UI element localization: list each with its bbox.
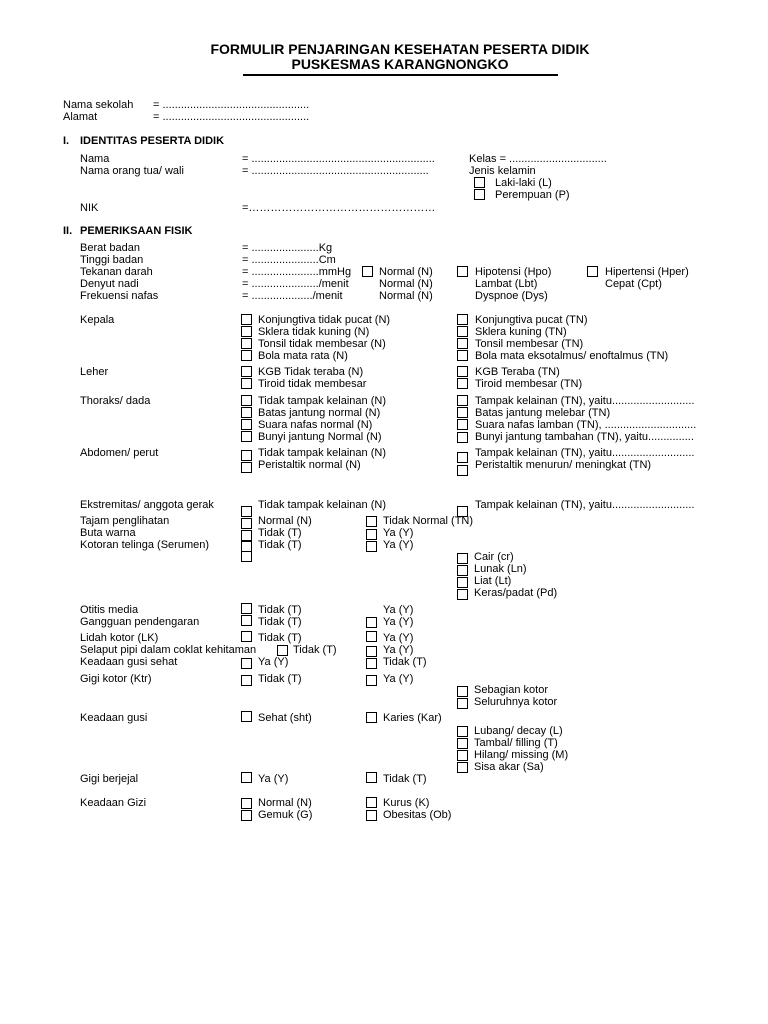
hipotensi-label: Hipotensi (Hpo) [475, 266, 552, 278]
thoraks-n3-checkbox[interactable] [241, 419, 252, 430]
tajam-tidak-normal-label: Tidak Normal (TN) [383, 515, 474, 527]
leher-n2-checkbox[interactable] [241, 378, 252, 389]
gizi-label: Keadaan Gizi [80, 797, 147, 809]
tinggi-field[interactable]: = ......................Cm [242, 254, 336, 266]
tambal-label: Tambal/ filling (T) [474, 737, 558, 749]
berat-field[interactable]: = ......................Kg [242, 242, 333, 254]
tajam-normal-checkbox[interactable] [241, 518, 252, 529]
abdomen-t2-checkbox[interactable] [457, 465, 468, 476]
selaput-label: Selaput pipi dalam coklat kehitaman [80, 644, 257, 656]
nadi-label: Denyut nadi [80, 278, 139, 290]
gigi-berjejal-ya-label: Ya (Y) [258, 773, 289, 785]
otitis-tidak-label: Tidak (T) [258, 604, 302, 616]
tajam-normal-label: Normal (N) [258, 515, 312, 527]
tekanan-field[interactable]: = ......................mmHg [242, 266, 352, 278]
nama-label: Nama [80, 153, 110, 165]
nama-sekolah-field[interactable]: = ................................................ [153, 99, 310, 111]
thoraks-n4-checkbox[interactable] [241, 431, 252, 442]
leher-n1-label: KGB Tidak teraba (N) [258, 366, 364, 378]
lidah-tidak-checkbox[interactable] [241, 631, 252, 642]
otitis-ya-label: Ya (Y) [383, 604, 414, 616]
section-1-title: IDENTITAS PESERTA DIDIK [80, 135, 225, 147]
gigi-kotor-tidak-checkbox[interactable] [241, 675, 252, 686]
selaput-tidak-label: Tidak (T) [293, 644, 337, 656]
cair-checkbox[interactable] [457, 553, 468, 564]
gigi-berjejal-tidak-checkbox[interactable] [366, 772, 377, 783]
kepala-t1-label: Konjungtiva pucat (TN) [475, 314, 588, 326]
tajam-tidak-normal-checkbox[interactable] [366, 516, 377, 527]
form-title: FORMULIR PENJARINGAN KESEHATAN PESERTA DIDIK [210, 41, 590, 57]
hipotensi-checkbox[interactable] [457, 266, 468, 277]
leher-label: Leher [80, 366, 109, 378]
kepala-t3-label: Tonsil membesar (TN) [475, 338, 584, 350]
gusi-sehat-tidak-checkbox[interactable] [366, 658, 377, 669]
kepala-n1-label: Konjungtiva tidak pucat (N) [258, 314, 391, 326]
ortu-label: Nama orang tua/ wali [80, 165, 184, 177]
gigi-kotor-ya-label: Ya (Y) [383, 673, 414, 685]
lidah-label: Lidah kotor (LK) [80, 632, 159, 644]
kepala-t1-checkbox[interactable] [457, 314, 468, 325]
ekstremitas-t-label: Tampak kelainan (TN), yaitu........................... [475, 499, 695, 511]
gusi-sehat-option-label: Sehat (sht) [258, 712, 312, 724]
jenis-kelamin-label: Jenis kelamin [469, 165, 536, 177]
lubang-checkbox[interactable] [457, 726, 468, 737]
abdomen-n1-label: Tidak tampak kelainan (N) [258, 447, 386, 459]
gizi-obesitas-checkbox[interactable] [366, 810, 377, 821]
kepala-t4-checkbox[interactable] [457, 350, 468, 361]
kotoran-extra-checkbox[interactable] [241, 551, 252, 562]
abdomen-t1-label: Tampak kelainan (TN), yaitu........................... [475, 447, 695, 459]
leher-t1-label: KGB Teraba (TN) [475, 366, 560, 378]
thoraks-t2-label: Batas jantung melebar (TN) [475, 407, 611, 419]
otitis-tidak-checkbox[interactable] [241, 603, 252, 614]
perempuan-checkbox[interactable] [474, 189, 485, 200]
seluruhnya-kotor-checkbox[interactable] [457, 698, 468, 709]
laki-laki-label: Laki-laki (L) [495, 177, 552, 189]
gusi-sehat-ya-label: Ya (Y) [258, 656, 289, 668]
kotoran-ya-checkbox[interactable] [366, 541, 377, 552]
alamat-label: Alamat [63, 111, 98, 123]
lubang-label: Lubang/ decay (L) [474, 725, 563, 737]
keadaan-gusi-label: Keadaan gusi [80, 712, 148, 724]
title-underline [243, 74, 558, 76]
thoraks-label: Thoraks/ dada [80, 395, 151, 407]
nafas-normal-label: Normal (N) [379, 290, 433, 302]
selaput-ya-checkbox[interactable] [366, 646, 377, 657]
section-2-title: PEMERIKSAAN FISIK [80, 225, 193, 237]
thoraks-t3-checkbox[interactable] [457, 419, 468, 430]
gizi-gemuk-checkbox[interactable] [241, 810, 252, 821]
buta-warna-label: Buta warna [80, 527, 136, 539]
cair-label: Cair (cr) [474, 551, 514, 563]
gizi-normal-checkbox[interactable] [241, 798, 252, 809]
tinggi-label: Tinggi badan [80, 254, 144, 266]
hilang-label: Hilang/ missing (M) [474, 749, 569, 761]
ekstremitas-n-label: Tidak tampak kelainan (N) [258, 499, 386, 511]
kotoran-tidak-label: Tidak (T) [258, 539, 302, 551]
buta-warna-ya-checkbox[interactable] [366, 529, 377, 540]
abdomen-n2-label: Peristaltik normal (N) [258, 459, 361, 471]
ortu-field[interactable]: = .......................................................... [242, 165, 429, 177]
thoraks-t2-checkbox[interactable] [457, 407, 468, 418]
abdomen-n1-checkbox[interactable] [241, 450, 252, 461]
tambal-checkbox[interactable] [457, 738, 468, 749]
hipertensi-checkbox[interactable] [587, 266, 598, 277]
seluruhnya-kotor-label: Seluruhnya kotor [474, 696, 558, 708]
otitis-label: Otitis media [80, 604, 139, 616]
gigi-berjejal-ya-checkbox[interactable] [241, 772, 252, 783]
kotoran-label: Kotoran telinga (Serumen) [80, 539, 210, 551]
keras-label: Keras/padat (Pd) [474, 587, 558, 599]
kepala-n4-checkbox[interactable] [241, 350, 252, 361]
gizi-obesitas-label: Obesitas (Ob) [383, 809, 452, 821]
keras-checkbox[interactable] [457, 589, 468, 600]
sebagian-kotor-label: Sebagian kotor [474, 684, 548, 696]
abdomen-t2-label: Peristaltik menurun/ meningkat (TN) [475, 459, 652, 471]
lidah-ya-label: Ya (Y) [383, 632, 414, 644]
nadi-field[interactable]: = ....................../menit [242, 278, 349, 290]
gangguan-ya-label: Ya (Y) [383, 616, 414, 628]
kepala-n1-checkbox[interactable] [241, 314, 252, 325]
hipertensi-label: Hipertensi (Hper) [605, 266, 689, 278]
gigi-kotor-tidak-label: Tidak (T) [258, 673, 302, 685]
ekstremitas-label: Ekstremitas/ anggota gerak [80, 499, 214, 511]
selaput-ya-label: Ya (Y) [383, 644, 414, 656]
thoraks-n4-label: Bunyi jantung Normal (N) [258, 431, 382, 443]
kotoran-ya-label: Ya (Y) [383, 539, 414, 551]
section-1-number: I. [63, 135, 70, 147]
lidah-ya-checkbox[interactable] [366, 631, 377, 642]
hilang-checkbox[interactable] [457, 750, 468, 761]
gigi-berjejal-tidak-label: Tidak (T) [383, 773, 427, 785]
gizi-kurus-label: Kurus (K) [383, 797, 430, 809]
thoraks-t1-label: Tampak kelainan (TN), yaitu........................... [475, 395, 695, 407]
kepala-n4-label: Bola mata rata (N) [258, 350, 348, 362]
tekanan-normal-checkbox[interactable] [362, 266, 373, 277]
nafas-label: Frekuensi nafas [80, 290, 159, 302]
liat-label: Liat (Lt) [474, 575, 512, 587]
kepala-t2-checkbox[interactable] [457, 326, 468, 337]
buta-warna-tidak-label: Tidak (T) [258, 527, 302, 539]
nik-field[interactable]: =…………………………………………… [242, 202, 436, 214]
nik-label: NIK [80, 202, 99, 214]
lambat-label: Lambat (Lbt) [475, 278, 538, 290]
kelas-field[interactable]: Kelas = ................................ [469, 153, 607, 165]
gusi-sehat-checkbox[interactable] [241, 711, 252, 722]
leher-t1-checkbox[interactable] [457, 366, 468, 377]
kepala-n2-checkbox[interactable] [241, 326, 252, 337]
nadi-normal-label: Normal (N) [379, 278, 433, 290]
leher-n2-label: Tiroid tidak membesar [258, 378, 367, 390]
kepala-n3-checkbox[interactable] [241, 338, 252, 349]
abdomen-label: Abdomen/ perut [80, 447, 159, 459]
thoraks-t1-checkbox[interactable] [457, 395, 468, 406]
leher-t2-checkbox[interactable] [457, 378, 468, 389]
alamat-field[interactable]: = ................................................ [153, 111, 310, 123]
thoraks-n2-label: Batas jantung normal (N) [258, 407, 381, 419]
kepala-n2-label: Sklera tidak kuning (N) [258, 326, 370, 338]
kepala-label: Kepala [80, 314, 115, 326]
tekanan-label: Tekanan darah [80, 266, 153, 278]
karies-label: Karies (Kar) [383, 712, 442, 724]
liat-checkbox[interactable] [457, 577, 468, 588]
laki-laki-checkbox[interactable] [474, 177, 485, 188]
thoraks-n3-label: Suara nafas normal (N) [258, 419, 373, 431]
gigi-kotor-label: Gigi kotor (Ktr) [80, 673, 152, 685]
tekanan-normal-label: Normal (N) [379, 266, 433, 278]
gizi-normal-label: Normal (N) [258, 797, 312, 809]
gangguan-ya-checkbox[interactable] [366, 617, 377, 628]
cepat-label: Cepat (Cpt) [605, 278, 662, 290]
thoraks-t4-label: Bunyi jantung tambahan (TN), yaitu............... [475, 431, 694, 443]
gigi-kotor-ya-checkbox[interactable] [366, 675, 377, 686]
gangguan-tidak-checkbox[interactable] [241, 615, 252, 626]
lunak-label: Lunak (Ln) [474, 563, 527, 575]
nama-field[interactable]: = ............................................................ [242, 153, 435, 165]
kepala-t2-label: Sklera kuning (TN) [475, 326, 567, 338]
nama-sekolah-label: Nama sekolah [63, 99, 134, 111]
buta-warna-tidak-checkbox[interactable] [241, 530, 252, 541]
kepala-t4-label: Bola mata eksotalmus/ enoftalmus (TN) [475, 350, 669, 362]
tajam-label: Tajam penglihatan [80, 515, 170, 527]
gangguan-tidak-label: Tidak (T) [258, 616, 302, 628]
thoraks-n2-checkbox[interactable] [241, 407, 252, 418]
lunak-checkbox[interactable] [457, 565, 468, 576]
gigi-berjejal-label: Gigi berjejal [80, 773, 139, 785]
sisa-akar-label: Sisa akar (Sa) [474, 761, 544, 773]
gangguan-label: Gangguan pendengaran [80, 616, 200, 628]
buta-warna-ya-label: Ya (Y) [383, 527, 414, 539]
gizi-kurus-checkbox[interactable] [366, 797, 377, 808]
gusi-sehat-ya-checkbox[interactable] [241, 658, 252, 669]
gizi-gemuk-label: Gemuk (G) [258, 809, 313, 821]
leher-n1-checkbox[interactable] [241, 366, 252, 377]
nafas-field[interactable]: = ..................../menit [242, 290, 343, 302]
form-subtitle: PUSKESMAS KARANGNONGKO [291, 56, 509, 72]
thoraks-t3-label: Suara nafas lamban (TN), .............................. [475, 419, 697, 431]
kepala-t3-checkbox[interactable] [457, 338, 468, 349]
dyspnoe-label: Dyspnoe (Dys) [475, 290, 548, 302]
lidah-tidak-label: Tidak (T) [258, 632, 302, 644]
thoraks-n1-checkbox[interactable] [241, 395, 252, 406]
leher-t2-label: Tiroid membesar (TN) [475, 378, 583, 390]
abdomen-t1-checkbox[interactable] [457, 452, 468, 463]
selaput-tidak-checkbox[interactable] [277, 645, 288, 656]
gusi-sehat-label: Keadaan gusi sehat [80, 656, 178, 668]
karies-checkbox[interactable] [366, 712, 377, 723]
sebagian-kotor-checkbox[interactable] [457, 686, 468, 697]
thoraks-t4-checkbox[interactable] [457, 432, 468, 443]
perempuan-label: Perempuan (P) [495, 189, 570, 201]
ekstremitas-n-checkbox[interactable] [241, 506, 252, 517]
gusi-sehat-tidak-label: Tidak (T) [383, 656, 427, 668]
section-2-number: II. [63, 225, 73, 237]
sisa-akar-checkbox[interactable] [457, 762, 468, 773]
kepala-n3-label: Tonsil tidak membesar (N) [258, 338, 386, 350]
thoraks-n1-label: Tidak tampak kelainan (N) [258, 395, 386, 407]
abdomen-n2-checkbox[interactable] [241, 462, 252, 473]
berat-label: Berat badan [80, 242, 140, 254]
